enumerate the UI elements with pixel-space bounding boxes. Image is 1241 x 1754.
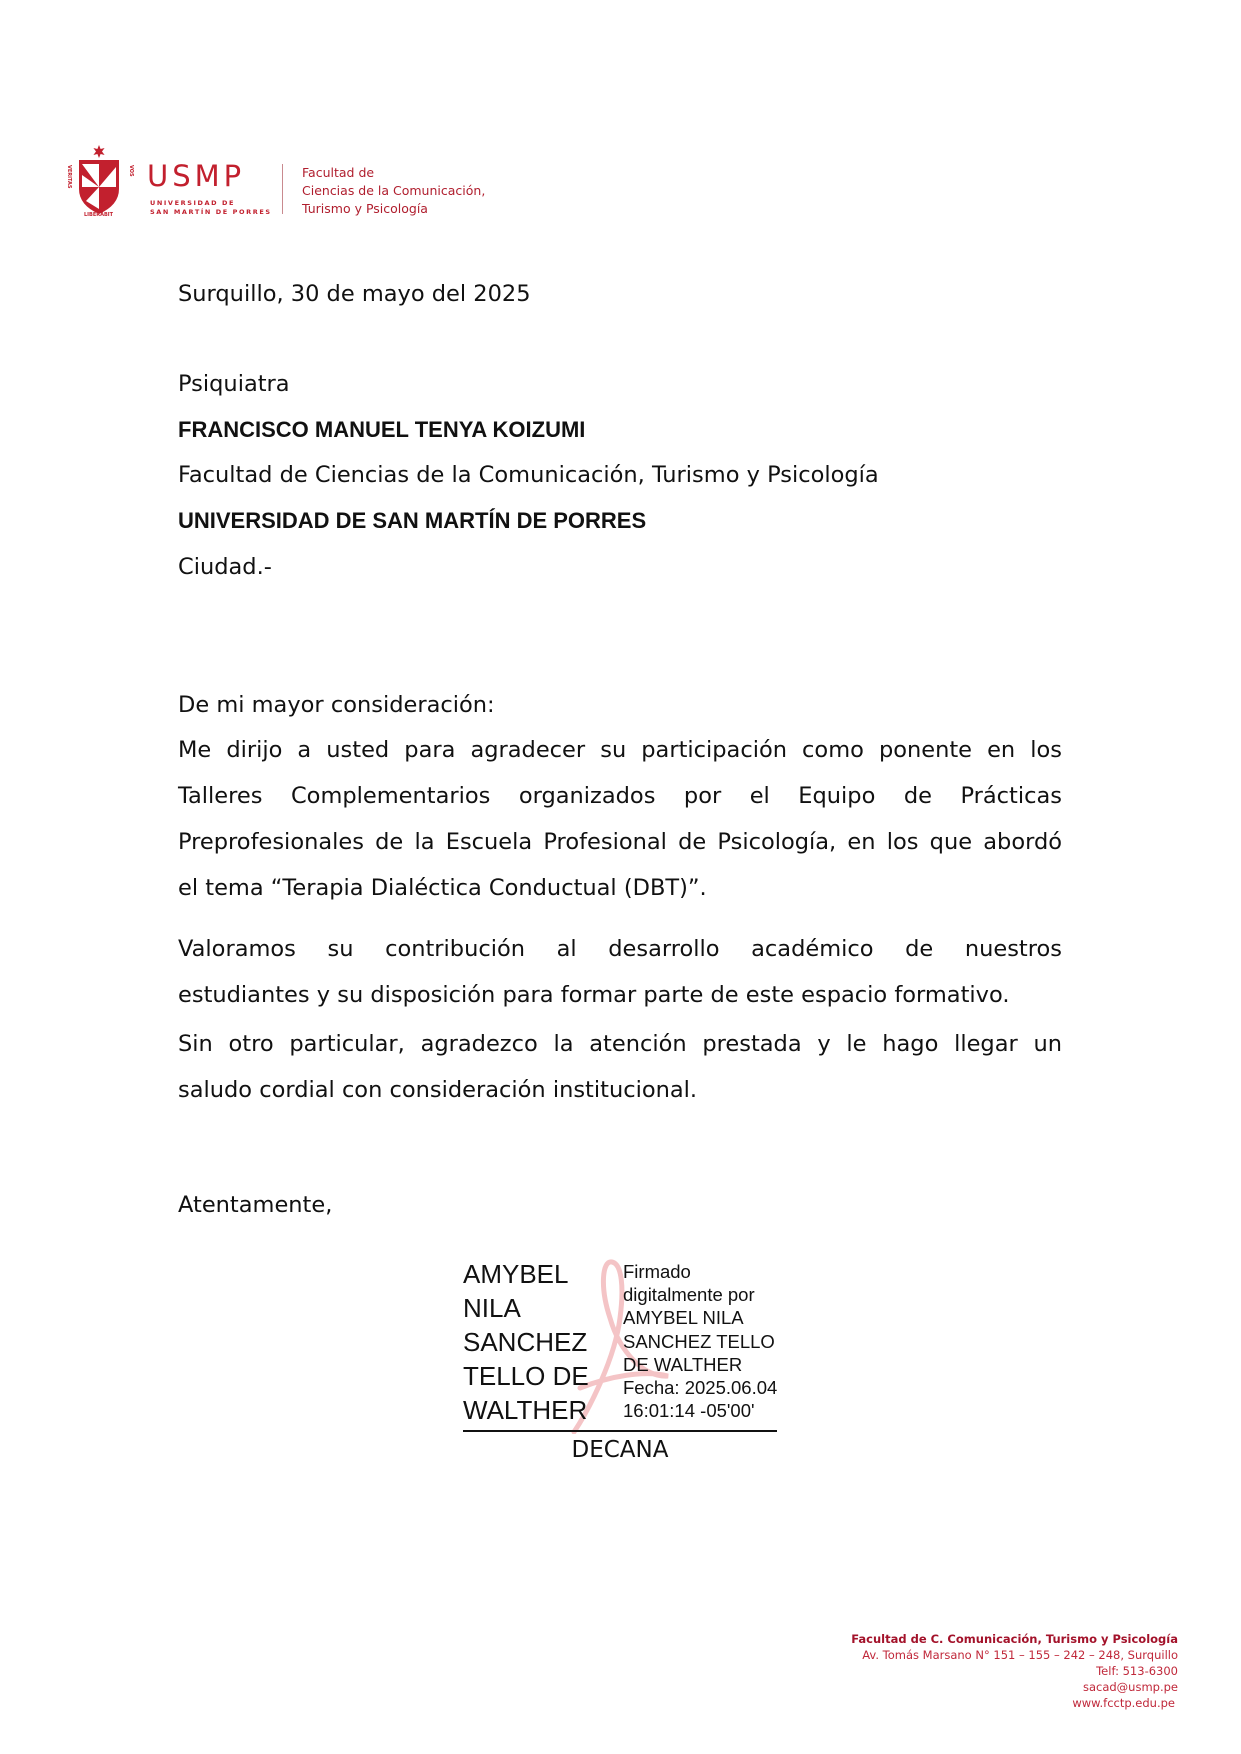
recipient-city: Ciudad.-	[178, 554, 272, 580]
paragraph-line: Sin otro particular, agradezco la atención prestada y le hago llegar un	[178, 1031, 1062, 1057]
paragraph-line: Valoramos su contribución al desarrollo académico de nuestros	[178, 936, 1062, 962]
signer-name-line: WALTHER	[463, 1395, 588, 1425]
footer-address: Av. Tomás Marsano N° 151 – 155 – 242 – 248, Surquillo	[862, 1648, 1178, 1662]
signature-info-line: digitalmente por	[623, 1284, 755, 1305]
motto-left: VERITAS	[66, 165, 72, 189]
paragraph-line: saludo cordial con consideración institucional.	[178, 1077, 698, 1103]
recipient-title: Psiquiatra	[178, 371, 290, 397]
usmp-subtitle-line2: SAN MARTÍN DE PORRES	[150, 208, 272, 216]
star-icon	[93, 145, 104, 158]
signature-time-line: 16:01:14 -05'00'	[623, 1400, 755, 1421]
motto-bottom: LIBERABIT	[84, 212, 114, 218]
logo-divider	[282, 164, 283, 214]
closing: Atentamente,	[178, 1192, 333, 1218]
signature-info-line: SANCHEZ TELLO	[623, 1331, 775, 1352]
motto-right: VOS	[128, 165, 134, 177]
usmp-subtitle-line1: UNIVERSIDAD DE	[150, 199, 236, 207]
usmp-wordmark: USMP	[147, 159, 246, 193]
signer-name-line: SANCHEZ	[463, 1327, 588, 1357]
signature-info-line: AMYBEL NILA	[623, 1307, 744, 1328]
faculty-line-3: Turismo y Psicología	[302, 201, 428, 216]
paragraph-line: estudiantes y su disposición para formar parte de este espacio formativo.	[178, 982, 1010, 1008]
signer-role: DECANA	[571, 1437, 669, 1463]
usmp-shield-icon	[62, 143, 136, 219]
footer-phone: Telf: 513-6300	[1096, 1664, 1178, 1678]
faculty-line-2: Ciencias de la Comunicación,	[302, 183, 486, 198]
signature-info-line: DE WALTHER	[623, 1354, 743, 1375]
signature-info-line: Firmado	[623, 1261, 691, 1282]
salutation: De mi mayor consideración:	[178, 692, 495, 718]
signer-name-line: AMYBEL	[463, 1259, 569, 1289]
paragraph-line: Me dirijo a usted para agradecer su participación como ponente en los	[178, 737, 1062, 763]
recipient-name: FRANCISCO MANUEL TENYA KOIZUMI	[178, 417, 586, 442]
paragraph-line: Talleres Complementarios organizados por el Equipo de Prácticas	[178, 783, 1062, 809]
signer-name-line: TELLO DE	[463, 1361, 589, 1391]
footer-email[interactable]: sacad@usmp.pe	[1082, 1680, 1178, 1694]
signer-name-line: NILA	[463, 1293, 521, 1323]
signature-date-line: Fecha: 2025.06.04	[623, 1377, 778, 1398]
footer-website[interactable]: www.fcctp.edu.pe	[1072, 1696, 1175, 1710]
signature-rule	[463, 1430, 777, 1432]
paragraph-line: Preprofesionales de la Escuela Profesional de Psicología, en los que abordó	[178, 829, 1062, 855]
footer-title: Facultad de C. Comunicación, Turismo y Psicología	[851, 1632, 1178, 1646]
date-line: Surquillo, 30 de mayo del 2025	[178, 281, 531, 307]
recipient-university: UNIVERSIDAD DE SAN MARTÍN DE PORRES	[178, 508, 647, 533]
recipient-faculty: Facultad de Ciencias de la Comunicación, Turismo y Psicología	[178, 462, 879, 488]
faculty-line-1: Facultad de	[302, 165, 375, 180]
paragraph-line: el tema “Terapia Dialéctica Conductual (DBT)”.	[178, 875, 707, 901]
